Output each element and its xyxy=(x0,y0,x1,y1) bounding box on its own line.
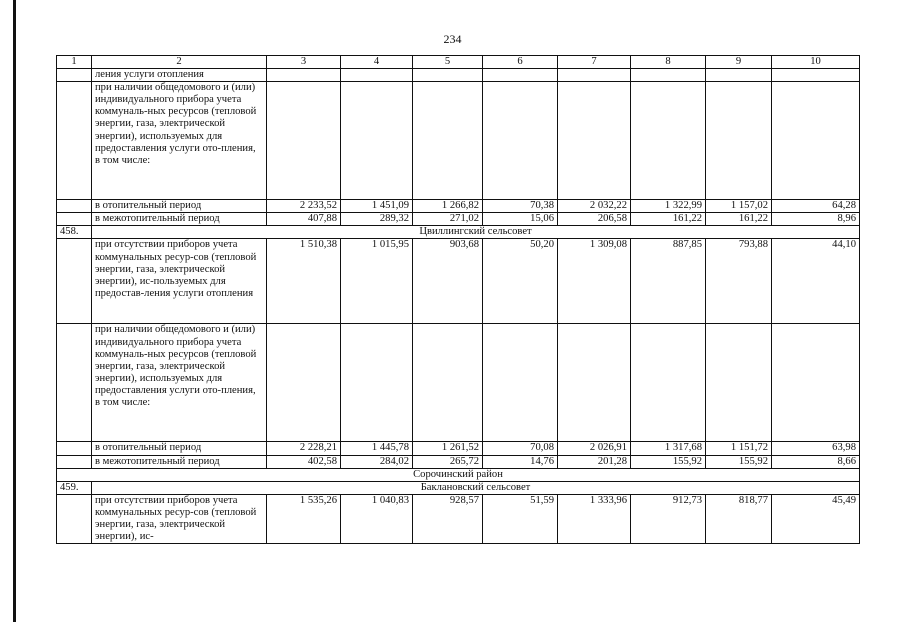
value-cell: 928,57 xyxy=(413,494,483,543)
value-cell: 2 032,22 xyxy=(558,200,631,213)
col-2-header: 2 xyxy=(92,56,267,69)
no-meter-description: при отсутствии приборов учета коммунальных ресур-сов (тепловой энергии, газа, электрической энергии), ис-пользуемых для предостав-ления услуги отопления xyxy=(92,239,267,324)
col-6-header: 6 xyxy=(483,56,558,69)
value-cell: 1 451,09 xyxy=(341,200,413,213)
offseason-period-label: в межотопительный период xyxy=(92,213,267,226)
value-cell: 265,72 xyxy=(413,455,483,468)
value-cell: 1 317,68 xyxy=(631,442,706,455)
value-cell: 70,38 xyxy=(483,200,558,213)
value-cell: 1 015,95 xyxy=(341,239,413,324)
value-cell: 1 510,38 xyxy=(267,239,341,324)
table-row xyxy=(57,213,860,226)
value-cell: 1 333,96 xyxy=(558,494,631,543)
col-1-header: 1 xyxy=(57,56,92,69)
col-7-header: 7 xyxy=(558,56,631,69)
column-number-row xyxy=(57,56,860,69)
page-number: 234 xyxy=(443,32,462,46)
value-cell: 793,88 xyxy=(706,239,772,324)
value-cell: 14,76 xyxy=(483,455,558,468)
col-4-header: 4 xyxy=(341,56,413,69)
heating-period-label: в отопительный период xyxy=(92,200,267,213)
value-cell: 1 261,52 xyxy=(413,442,483,455)
section-header-row xyxy=(57,226,860,239)
district-name: Сорочинский район xyxy=(57,468,860,481)
value-cell: 912,73 xyxy=(631,494,706,543)
value-cell: 50,20 xyxy=(483,239,558,324)
value-cell: 51,59 xyxy=(483,494,558,543)
row-number: 459. xyxy=(57,481,92,494)
value-cell: 1 040,83 xyxy=(341,494,413,543)
table-row xyxy=(57,455,860,468)
value-cell: 1 309,08 xyxy=(558,239,631,324)
table-row xyxy=(57,69,860,82)
value-cell: 1 445,78 xyxy=(341,442,413,455)
value-cell: 903,68 xyxy=(413,239,483,324)
value-cell: 2 233,52 xyxy=(267,200,341,213)
value-cell: 8,96 xyxy=(772,213,860,226)
settlement-name: Баклановский сельсовет xyxy=(92,481,860,494)
value-cell: 1 266,82 xyxy=(413,200,483,213)
table-row xyxy=(57,442,860,455)
value-cell: 402,58 xyxy=(267,455,341,468)
value-cell: 8,66 xyxy=(772,455,860,468)
table-row xyxy=(57,200,860,213)
table-row xyxy=(57,239,860,324)
offseason-period-label: в межотопительный период xyxy=(92,455,267,468)
value-cell: 818,77 xyxy=(706,494,772,543)
value-cell: 284,02 xyxy=(341,455,413,468)
heating-period-label: в отопительный период xyxy=(92,442,267,455)
continuation-text: ления услуги отопления xyxy=(92,69,267,82)
value-cell: 271,02 xyxy=(413,213,483,226)
col-10-header: 10 xyxy=(772,56,860,69)
value-cell: 206,58 xyxy=(558,213,631,226)
value-cell: 64,28 xyxy=(772,200,860,213)
no-meter-description: при отсутствии приборов учета коммунальных ресур-сов (тепловой энергии, газа, электрической энергии), ис- xyxy=(92,494,267,543)
value-cell: 161,22 xyxy=(706,213,772,226)
table-row xyxy=(57,324,860,442)
value-cell: 201,28 xyxy=(558,455,631,468)
value-cell: 155,92 xyxy=(631,455,706,468)
value-cell: 1 157,02 xyxy=(706,200,772,213)
col-5-header: 5 xyxy=(413,56,483,69)
row-number: 458. xyxy=(57,226,92,239)
table-row xyxy=(57,494,860,543)
value-cell: 407,88 xyxy=(267,213,341,226)
value-cell: 45,49 xyxy=(772,494,860,543)
value-cell: 1 322,99 xyxy=(631,200,706,213)
value-cell: 63,98 xyxy=(772,442,860,455)
col-3-header: 3 xyxy=(267,56,341,69)
col-9-header: 9 xyxy=(706,56,772,69)
value-cell: 155,92 xyxy=(706,455,772,468)
value-cell: 161,22 xyxy=(631,213,706,226)
table-row xyxy=(57,82,860,200)
value-cell: 70,08 xyxy=(483,442,558,455)
settlement-name: Цвиллингский сельсовет xyxy=(92,226,860,239)
district-row xyxy=(57,468,860,481)
binding-line xyxy=(13,0,16,622)
value-cell: 15,06 xyxy=(483,213,558,226)
value-cell: 1 535,26 xyxy=(267,494,341,543)
meter-description: при наличии общедомового и (или) индивидуального прибора учета коммуналь-ных ресурсов (тепловой энергии, газа, электрической энергии), используемых для предоставления услуги ото-пления, в том числе: xyxy=(92,82,267,200)
value-cell: 2 026,91 xyxy=(558,442,631,455)
tariff-table xyxy=(56,55,860,544)
value-cell: 887,85 xyxy=(631,239,706,324)
value-cell: 1 151,72 xyxy=(706,442,772,455)
col-8-header: 8 xyxy=(631,56,706,69)
meter-description: при наличии общедомового и (или) индивидуального прибора учета коммуналь-ных ресурсов (тепловой энергии, газа, электрической энергии), используемых для предоставления услуги ото-пления, в том числе: xyxy=(92,324,267,442)
value-cell: 44,10 xyxy=(772,239,860,324)
value-cell: 289,32 xyxy=(341,213,413,226)
section-header-row xyxy=(57,481,860,494)
value-cell: 2 228,21 xyxy=(267,442,341,455)
